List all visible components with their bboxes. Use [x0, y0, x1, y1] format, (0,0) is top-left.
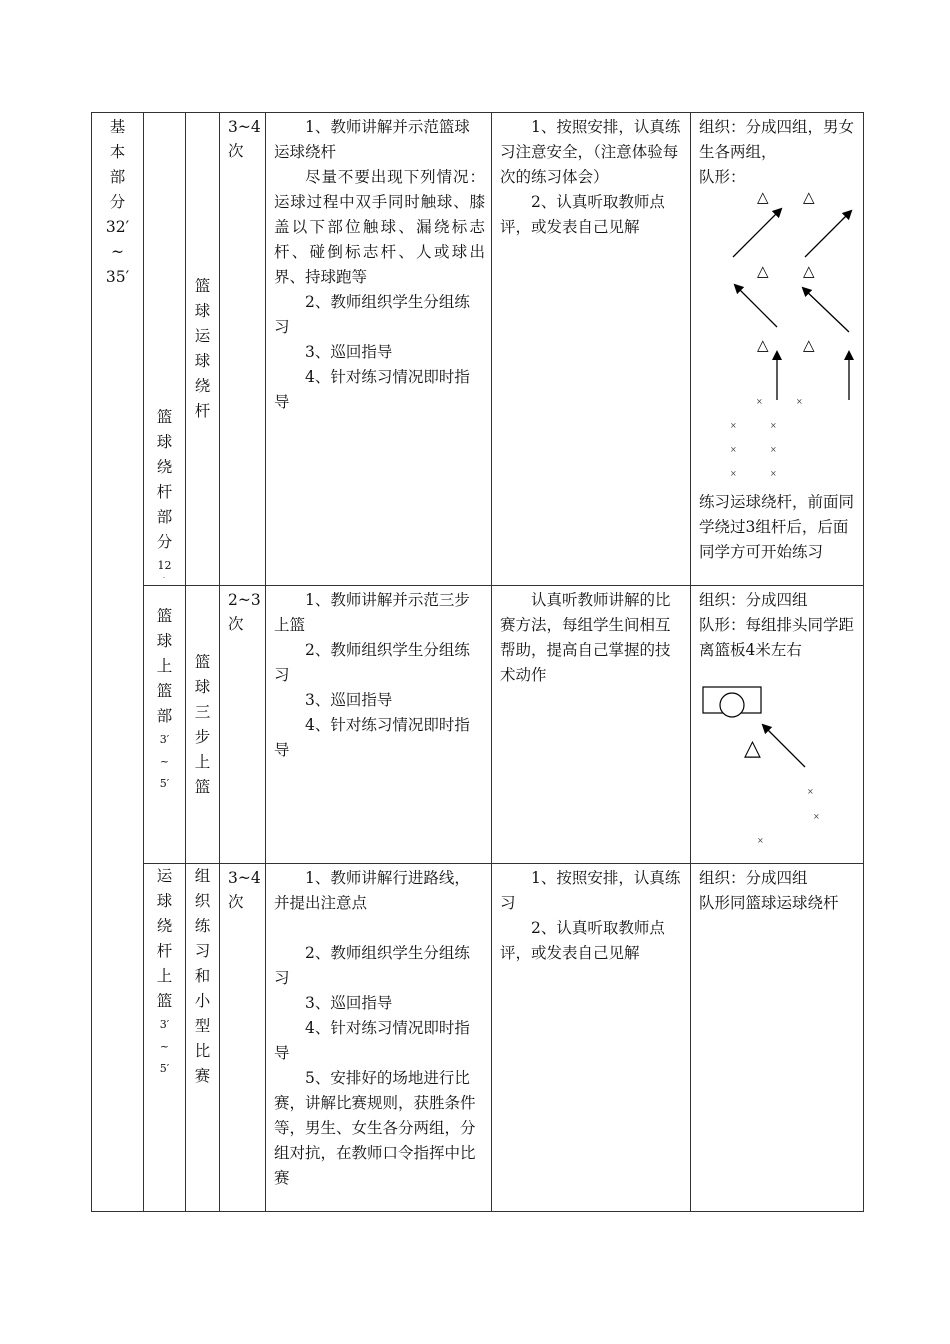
lesson-plan-table — [91, 112, 864, 1212]
part-time: 3′ — [159, 733, 170, 746]
cone-icon: △ — [744, 736, 761, 761]
student-mark: × — [796, 397, 803, 406]
formation-diagram-layup — [699, 663, 859, 863]
formation-diagram-dribble — [699, 190, 859, 490]
arrow-icon — [805, 211, 851, 257]
part-time: 12 — [157, 559, 172, 572]
arrow-icon — [735, 285, 777, 327]
organization-note: 练习运球绕杆，前面同学绕过3组杆后，后面同学方可开始练习 — [699, 493, 855, 561]
student-mark: × — [730, 445, 737, 454]
content-label: 组 织 练 习 和 小 型 比 赛 — [186, 864, 220, 1212]
student-mark: × — [770, 421, 777, 430]
organization: 组织：分成四组 队形：每组排头同学距离篮板4米左右 △ × × × — [691, 586, 864, 864]
row-dribble-around-poles — [92, 113, 864, 586]
section-time: 32′ — [105, 218, 130, 236]
section-basic-part: 基 本 部 分 32′ ~ 35′ — [92, 113, 144, 1212]
student-activity: 认真听教师讲解的比赛方法，每组学生间相互帮助，提高自己掌握的技术动作 — [492, 586, 691, 864]
arrow-icon — [763, 725, 805, 767]
teacher-activity: 1、教师讲解并示范三步上篮 2、教师组织学生分组练习 3、巡回指导 4、针对练习情况即时指导 — [266, 586, 492, 864]
practice-times: 3~4次 — [220, 864, 266, 1212]
student-activity: 1、按照安排，认真练习 2、认真听取教师点评，或发表自己见解 — [492, 864, 691, 1212]
student-activity: 1、按照安排，认真练习注意安全，（注意体验每次的练习体会） 2、认真听取教师点评，或发表自己见解 — [492, 113, 691, 586]
practice-times: 2~3次 — [220, 586, 266, 864]
part-label: 篮 球 上 篮 部 3′ ~ 5′ — [144, 586, 186, 864]
teacher-activity: 1、教师讲解并示范篮球运球绕杆 尽量不要出现下列情况：运球过程中双手同时触球、膝盖以下部位触球、漏绕标志杆、碰倒标志杆、人或球出界、持球跑等 2、教师组织学生分组练习 3、巡回指导 4、针对练习情况即时指导 — [266, 113, 492, 586]
organization: 组织：分成四组 队形同篮球运球绕杆 — [691, 864, 864, 1212]
part-time: 3′ — [159, 1018, 170, 1031]
row-dribble-layup-game — [92, 864, 864, 1212]
practice-times: 3~4次 — [220, 113, 266, 586]
part-label: 篮 球 绕 杆 部 分 12 ′ — [144, 113, 186, 586]
student-mark: × — [756, 397, 763, 406]
student-mark: × — [807, 787, 814, 796]
student-mark: × — [813, 812, 820, 821]
content-label: 篮 球 运 球 绕 杆 — [186, 113, 220, 586]
arrow-icon — [803, 288, 849, 332]
cone-icon: △ — [803, 190, 815, 206]
cone-icon: △ — [757, 336, 769, 354]
student-mark: × — [770, 469, 777, 478]
cone-icon: △ — [757, 190, 769, 206]
student-mark: × — [770, 445, 777, 454]
cone-icon: △ — [803, 336, 815, 354]
student-mark: × — [757, 836, 764, 845]
row-layup — [92, 586, 864, 864]
arrow-icon — [733, 209, 781, 257]
part-label: 运 球 绕 杆 上 篮 3′ ~ 5′ — [144, 864, 186, 1212]
content-label: 篮 球 三 步 上 篮 — [186, 586, 220, 864]
teacher-activity: 1、教师讲解行进路线，并提出注意点 2、教师组织学生分组练习 3、巡回指导 4、针对练习情况即时指导 5、安排好的场地进行比赛，讲解比赛规则，获胜条件等，男生、女生各分两组，分组对抗，在教师口令指挥中比赛 — [266, 864, 492, 1212]
hoop-icon — [720, 693, 744, 717]
organization: 组织：分成四组，男女生各两组， 队形： △ △ △ △ △ △ × × × × × × × × 练习运球绕杆，前面同学绕过3组杆后，后面同学方可开始练习 — [691, 113, 864, 586]
student-mark: × — [730, 469, 737, 478]
cone-icon: △ — [757, 262, 769, 280]
student-mark: × — [730, 421, 737, 430]
cone-icon: △ — [803, 262, 815, 280]
